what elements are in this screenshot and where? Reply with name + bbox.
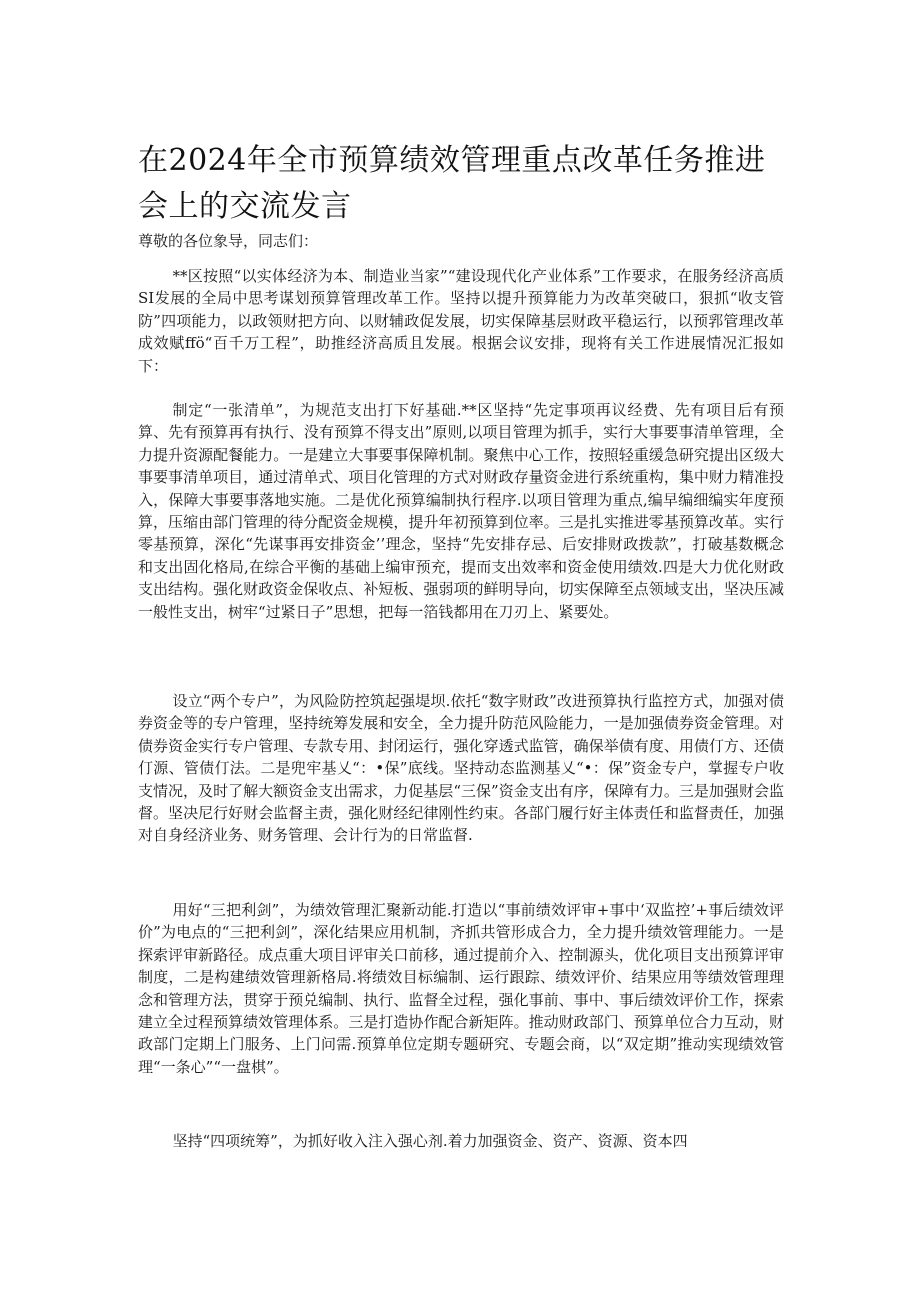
paragraph-four-coordination: 坚持“四项统筹”，为抓好收入注入强心剂.着力加强资金、资产、资源、资本四 (172, 1132, 688, 1150)
paragraph-two-accounts: 设立“两个专户”，为风险防控筑起强堤坝.依托“数字财政”改进预算执行监控方式，加强对债券资金等的专户管理，坚持统筹发展和安全，全力提升防范风险能力，一是加强债券资金管理。对债券资金实行专户管理、专款专用、封闭运行，强化穿透式监管，确保举债有度、用债仃方、还债仃源、管债仃法。二是兜牢基乂“：•保”底线。坚持动态监测基乂“•：保”资金专户，掌握专户收支情况，及时了解大额资金支出需求，力促基层“三保”资金支出有序，保障有力。三是加强财会监督。坚决尼行好财会监督主责，强化财经纪律刚性约束。各部门履行好主体责任和监督责任，加强对自身经济业务、财务管理、会计行为的日常监督. (138, 692, 784, 845)
paragraph-intro: **区按照“以实体经济为本、制造业当家”“建设现代化产业体系”工作要求，在服务经济高质SI发展的全局中思考谋划预算管理改革工作。坚持以提升预算能力为改革突破口，狠抓“收支管防”四项能力，以政领财把方向、以财辅政促发展，切实保障基层财政平稳运行，以预郛管理改革成效赋ffö“百千万工程”，助推经济高质且发展。根据会议安排，现将有关工作进展情况汇报如下： (138, 267, 784, 375)
paragraph-three-swords: 用好“三把利剑”，为绩效管理汇聚新动能.打造以“事前绩效评审+事中‘双监控’+事后绩效评价”为电点的“三把利剑”，深化结果应用机制，齐抓共管形成合力，全力提升绩效管理能力。一是探索评审新路径。成点重大项目评审关口前移，通过提前介入、控制源头，优化项目支出预算评审制度，二是构建绩效管理新格局.将绩效目标编制、运行跟踪、绩效评价、结果应用等绩效管理理念和管理方法，贯穿于预兑编制、执行、监督全过程，强化事前、事中、事后绩效评价工作，探索建立全过程预算绩效管理体系。三是打造协作配合新矩阵。推动财政部门、预算单位合力互动，财政部门定期上门服务、上门问需.预算单位定期专题研究、专题会商，以“双定期”推动实现绩效管理“一条心”“一盘棋”。 (138, 901, 784, 1076)
paragraph-one-list: 制定“一张清单”，为规范支出打下好基础.**区坚持“先定事项再议经费、先有项目后有预算、先有预算再有执行、没有预算不得支出”原则,以项目管理为抓手，实行大事要事清单管理，全力提升资源配餐能力。一是建立大事要事保障机制。聚焦中心工作，按照轻重缓急研究提出区级大事要事清单项目，通过清单式、项目化管理的方式对财政存量资金进行系统重构，集中财力精准投入，保障大事要事落地实施。二是优化预算编制执行程序.以项目管理为重点,编早编细编实年度预算，压缩由部门管理的待分配资金规模，提升年初预算到位率。三是扎实推进零基预算改革。实行零基预算，深化“先谋事再安排资金’’理念，坚持“先安排存忌、后安排财政拨款”，打破基数概念和支出固化格局,在综合平衡的基础上编审预充，提而支出效率和资金使用绩效.四是大力优化财政支出结构。强化财政资金保收点、补短板、强弱项的鲜明导向，切实保障至点领域支出，坚决压减一般性支出，树牢“过紧日子”思想，把每一箔钱都用在刀刃上、紧要处。 (138, 401, 784, 621)
document-title: 在2024年全市预算绩效管理重点改革任务推进会上的交流发言 (138, 143, 766, 225)
greeting: 尊敬的各位象导，同志们： (138, 232, 319, 250)
